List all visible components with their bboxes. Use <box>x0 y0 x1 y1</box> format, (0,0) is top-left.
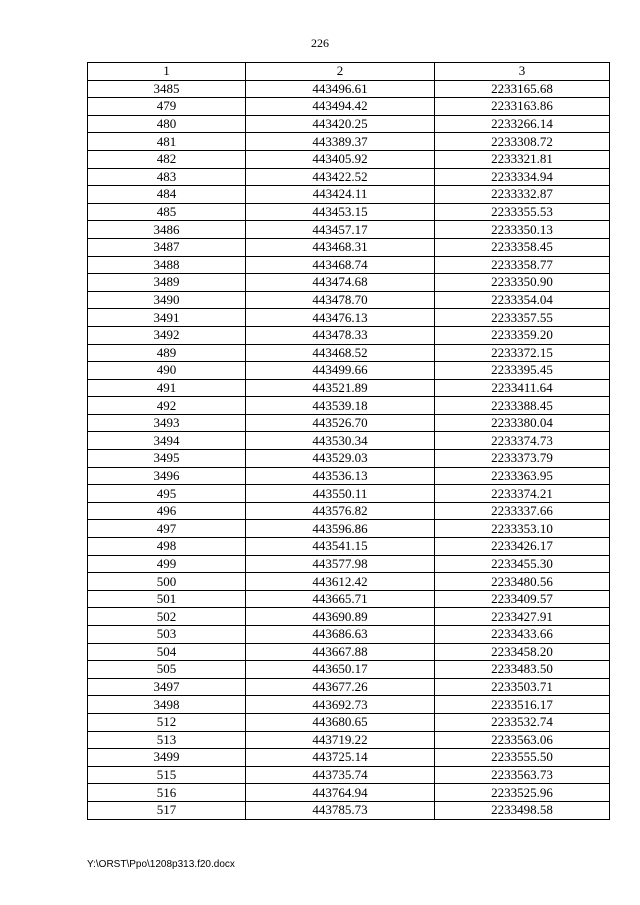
table-cell-col-3: 2233455.30 <box>435 555 610 573</box>
table-cell-col-1: 3486 <box>88 221 246 239</box>
table-cell-col-1: 499 <box>88 555 246 573</box>
table-cell-col-2: 443494.42 <box>246 98 435 116</box>
table-cell-col-3: 2233483.50 <box>435 661 610 679</box>
table-cell-col-3: 2233409.57 <box>435 590 610 608</box>
table-cell-col-3: 2233308.72 <box>435 133 610 151</box>
table-cell-col-2: 443468.52 <box>246 344 435 362</box>
table-row <box>88 784 610 802</box>
table-row <box>88 432 610 450</box>
table-cell-col-1: 483 <box>88 168 246 186</box>
table-cell-col-3: 2233358.77 <box>435 256 610 274</box>
table-row <box>88 485 610 503</box>
table-cell-col-3: 2233266.14 <box>435 115 610 133</box>
table-cell-col-3: 2233503.71 <box>435 678 610 696</box>
table-row <box>88 256 610 274</box>
table-row <box>88 291 610 309</box>
table-cell-col-1: 498 <box>88 538 246 556</box>
table-cell-col-1: 517 <box>88 801 246 819</box>
table-row <box>88 731 610 749</box>
table-cell-col-3: 2233332.87 <box>435 186 610 204</box>
table-cell-col-3: 2233357.55 <box>435 309 610 327</box>
table-cell-col-2: 443457.17 <box>246 221 435 239</box>
table-cell-col-2: 443496.61 <box>246 80 435 98</box>
table-cell-col-2: 443474.68 <box>246 274 435 292</box>
table-cell-col-2: 443478.33 <box>246 326 435 344</box>
table-cell-col-1: 501 <box>88 590 246 608</box>
table-row <box>88 98 610 116</box>
table-cell-col-2: 443677.26 <box>246 678 435 696</box>
table-cell-col-1: 480 <box>88 115 246 133</box>
table-cell-col-3: 2233388.45 <box>435 397 610 415</box>
table-cell-col-2: 443530.34 <box>246 432 435 450</box>
table-cell-col-3: 2233480.56 <box>435 573 610 591</box>
table-cell-col-1: 500 <box>88 573 246 591</box>
table-cell-col-1: 3499 <box>88 749 246 767</box>
table-cell-col-3: 2233498.58 <box>435 801 610 819</box>
table-cell-col-2: 443650.17 <box>246 661 435 679</box>
table-cell-col-1: 481 <box>88 133 246 151</box>
table-cell-col-1: 496 <box>88 502 246 520</box>
table-cell-col-1: 3490 <box>88 291 246 309</box>
table-cell-col-3: 2233163.86 <box>435 98 610 116</box>
table-cell-col-3: 2233427.91 <box>435 608 610 626</box>
table-cell-col-2: 443424.11 <box>246 186 435 204</box>
table-row <box>88 467 610 485</box>
page-number: 226 <box>311 36 329 50</box>
table-cell-col-1: 491 <box>88 379 246 397</box>
table-cell-col-1: 505 <box>88 661 246 679</box>
table-cell-col-2: 443576.82 <box>246 502 435 520</box>
table-cell-col-3: 2233374.73 <box>435 432 610 450</box>
table-cell-col-1: 497 <box>88 520 246 538</box>
table-cell-col-3: 2233563.73 <box>435 766 610 784</box>
table-cell-col-3: 2233372.15 <box>435 344 610 362</box>
table-cell-col-2: 443596.86 <box>246 520 435 538</box>
table-row <box>88 520 610 538</box>
table-row <box>88 538 610 556</box>
table-cell-col-1: 3498 <box>88 696 246 714</box>
table-cell-col-3: 2233350.13 <box>435 221 610 239</box>
table-row <box>88 608 610 626</box>
table-cell-col-2: 443420.25 <box>246 115 435 133</box>
header-cell-2: 2 <box>246 63 435 81</box>
table-row <box>88 661 610 679</box>
table-cell-col-3: 2233532.74 <box>435 713 610 731</box>
table-cell-col-1: 3487 <box>88 238 246 256</box>
table-cell-col-1: 490 <box>88 362 246 380</box>
table-cell-col-2: 443536.13 <box>246 467 435 485</box>
table-cell-col-3: 2233516.17 <box>435 696 610 714</box>
table-cell-col-1: 502 <box>88 608 246 626</box>
table-cell-col-3: 2233555.50 <box>435 749 610 767</box>
table-row <box>88 326 610 344</box>
table-cell-col-1: 3493 <box>88 414 246 432</box>
table-cell-col-2: 443719.22 <box>246 731 435 749</box>
table-cell-col-1: 3494 <box>88 432 246 450</box>
table-cell-col-2: 443526.70 <box>246 414 435 432</box>
table-row <box>88 573 610 591</box>
table-cell-col-1: 3488 <box>88 256 246 274</box>
table-cell-col-2: 443667.88 <box>246 643 435 661</box>
table-cell-col-3: 2233359.20 <box>435 326 610 344</box>
table-cell-col-2: 443521.89 <box>246 379 435 397</box>
table-cell-col-1: 503 <box>88 626 246 644</box>
table-row <box>88 678 610 696</box>
table-row <box>88 626 610 644</box>
table-cell-col-3: 2233337.66 <box>435 502 610 520</box>
table-cell-col-2: 443686.63 <box>246 626 435 644</box>
table-row <box>88 168 610 186</box>
table-cell-col-2: 443725.14 <box>246 749 435 767</box>
table-cell-col-2: 443577.98 <box>246 555 435 573</box>
table-cell-col-1: 495 <box>88 485 246 503</box>
table-row <box>88 555 610 573</box>
table-cell-col-3: 2233458.20 <box>435 643 610 661</box>
table-cell-col-2: 443539.18 <box>246 397 435 415</box>
table-cell-col-3: 2233563.06 <box>435 731 610 749</box>
table-cell-col-1: 492 <box>88 397 246 415</box>
table-cell-col-1: 485 <box>88 203 246 221</box>
table-cell-col-2: 443764.94 <box>246 784 435 802</box>
table-cell-col-2: 443550.11 <box>246 485 435 503</box>
table-cell-col-1: 504 <box>88 643 246 661</box>
table-cell-col-2: 443478.70 <box>246 291 435 309</box>
table-body <box>88 80 610 819</box>
table-cell-col-3: 2233334.94 <box>435 168 610 186</box>
table-row <box>88 696 610 714</box>
table-cell-col-2: 443665.71 <box>246 590 435 608</box>
table-cell-col-3: 2233358.45 <box>435 238 610 256</box>
table-cell-col-2: 443499.66 <box>246 362 435 380</box>
table-cell-col-3: 2233411.64 <box>435 379 610 397</box>
table-row <box>88 590 610 608</box>
table-cell-col-2: 443692.73 <box>246 696 435 714</box>
table-cell-col-1: 516 <box>88 784 246 802</box>
footer-file-path: Y:\ORST\Ppo\1208p313.f20.docx <box>87 859 235 870</box>
table-row <box>88 502 610 520</box>
table-cell-col-2: 443612.42 <box>246 573 435 591</box>
header-cell-1: 1 <box>88 63 246 81</box>
table-cell-col-3: 2233354.04 <box>435 291 610 309</box>
table-row <box>88 362 610 380</box>
table-cell-col-1: 3491 <box>88 309 246 327</box>
table-cell-col-1: 513 <box>88 731 246 749</box>
table-cell-col-2: 443680.65 <box>246 713 435 731</box>
table-row <box>88 133 610 151</box>
table-cell-col-1: 515 <box>88 766 246 784</box>
table-cell-col-3: 2233321.81 <box>435 150 610 168</box>
table-cell-col-3: 2233426.17 <box>435 538 610 556</box>
table-cell-col-2: 443690.89 <box>246 608 435 626</box>
table-cell-col-3: 2233355.53 <box>435 203 610 221</box>
table-row <box>88 203 610 221</box>
table-cell-col-2: 443785.73 <box>246 801 435 819</box>
table-row <box>88 643 610 661</box>
header-cell-3: 3 <box>435 63 610 81</box>
table-cell-col-2: 443476.13 <box>246 309 435 327</box>
table-row <box>88 80 610 98</box>
table-cell-col-3: 2233363.95 <box>435 467 610 485</box>
table-cell-col-1: 3492 <box>88 326 246 344</box>
table-cell-col-1: 3496 <box>88 467 246 485</box>
table-row <box>88 713 610 731</box>
table-cell-col-2: 443468.74 <box>246 256 435 274</box>
table-row <box>88 414 610 432</box>
table-cell-col-1: 3497 <box>88 678 246 696</box>
table-cell-col-2: 443453.15 <box>246 203 435 221</box>
table-cell-col-3: 2233374.21 <box>435 485 610 503</box>
table-cell-col-2: 443468.31 <box>246 238 435 256</box>
table-cell-col-3: 2233165.68 <box>435 80 610 98</box>
table-row <box>88 238 610 256</box>
table-row <box>88 749 610 767</box>
table-row <box>88 115 610 133</box>
table-row <box>88 344 610 362</box>
table-cell-col-3: 2233353.10 <box>435 520 610 538</box>
table-cell-col-2: 443389.37 <box>246 133 435 151</box>
table-row <box>88 397 610 415</box>
table-cell-col-3: 2233373.79 <box>435 450 610 468</box>
table-row <box>88 801 610 819</box>
table-cell-col-1: 479 <box>88 98 246 116</box>
table-cell-col-1: 3495 <box>88 450 246 468</box>
table-cell-col-1: 3485 <box>88 80 246 98</box>
table-cell-col-2: 443735.74 <box>246 766 435 784</box>
table-cell-col-2: 443529.03 <box>246 450 435 468</box>
table-row <box>88 186 610 204</box>
table-cell-col-2: 443541.15 <box>246 538 435 556</box>
table-row <box>88 221 610 239</box>
table-cell-col-1: 512 <box>88 713 246 731</box>
table-cell-col-2: 443422.52 <box>246 168 435 186</box>
table-cell-col-1: 484 <box>88 186 246 204</box>
table-header-row <box>88 63 610 81</box>
table-cell-col-1: 489 <box>88 344 246 362</box>
table-cell-col-3: 2233433.66 <box>435 626 610 644</box>
table-row <box>88 379 610 397</box>
table-row <box>88 766 610 784</box>
table-cell-col-3: 2233525.96 <box>435 784 610 802</box>
coordinates-table <box>87 62 610 820</box>
table-row <box>88 309 610 327</box>
table-cell-col-1: 482 <box>88 150 246 168</box>
table-cell-col-1: 3489 <box>88 274 246 292</box>
table-cell-col-3: 2233380.04 <box>435 414 610 432</box>
table-row <box>88 150 610 168</box>
table-row <box>88 274 610 292</box>
table-cell-col-3: 2233395.45 <box>435 362 610 380</box>
table-row <box>88 450 610 468</box>
table-cell-col-2: 443405.92 <box>246 150 435 168</box>
table-cell-col-3: 2233350.90 <box>435 274 610 292</box>
